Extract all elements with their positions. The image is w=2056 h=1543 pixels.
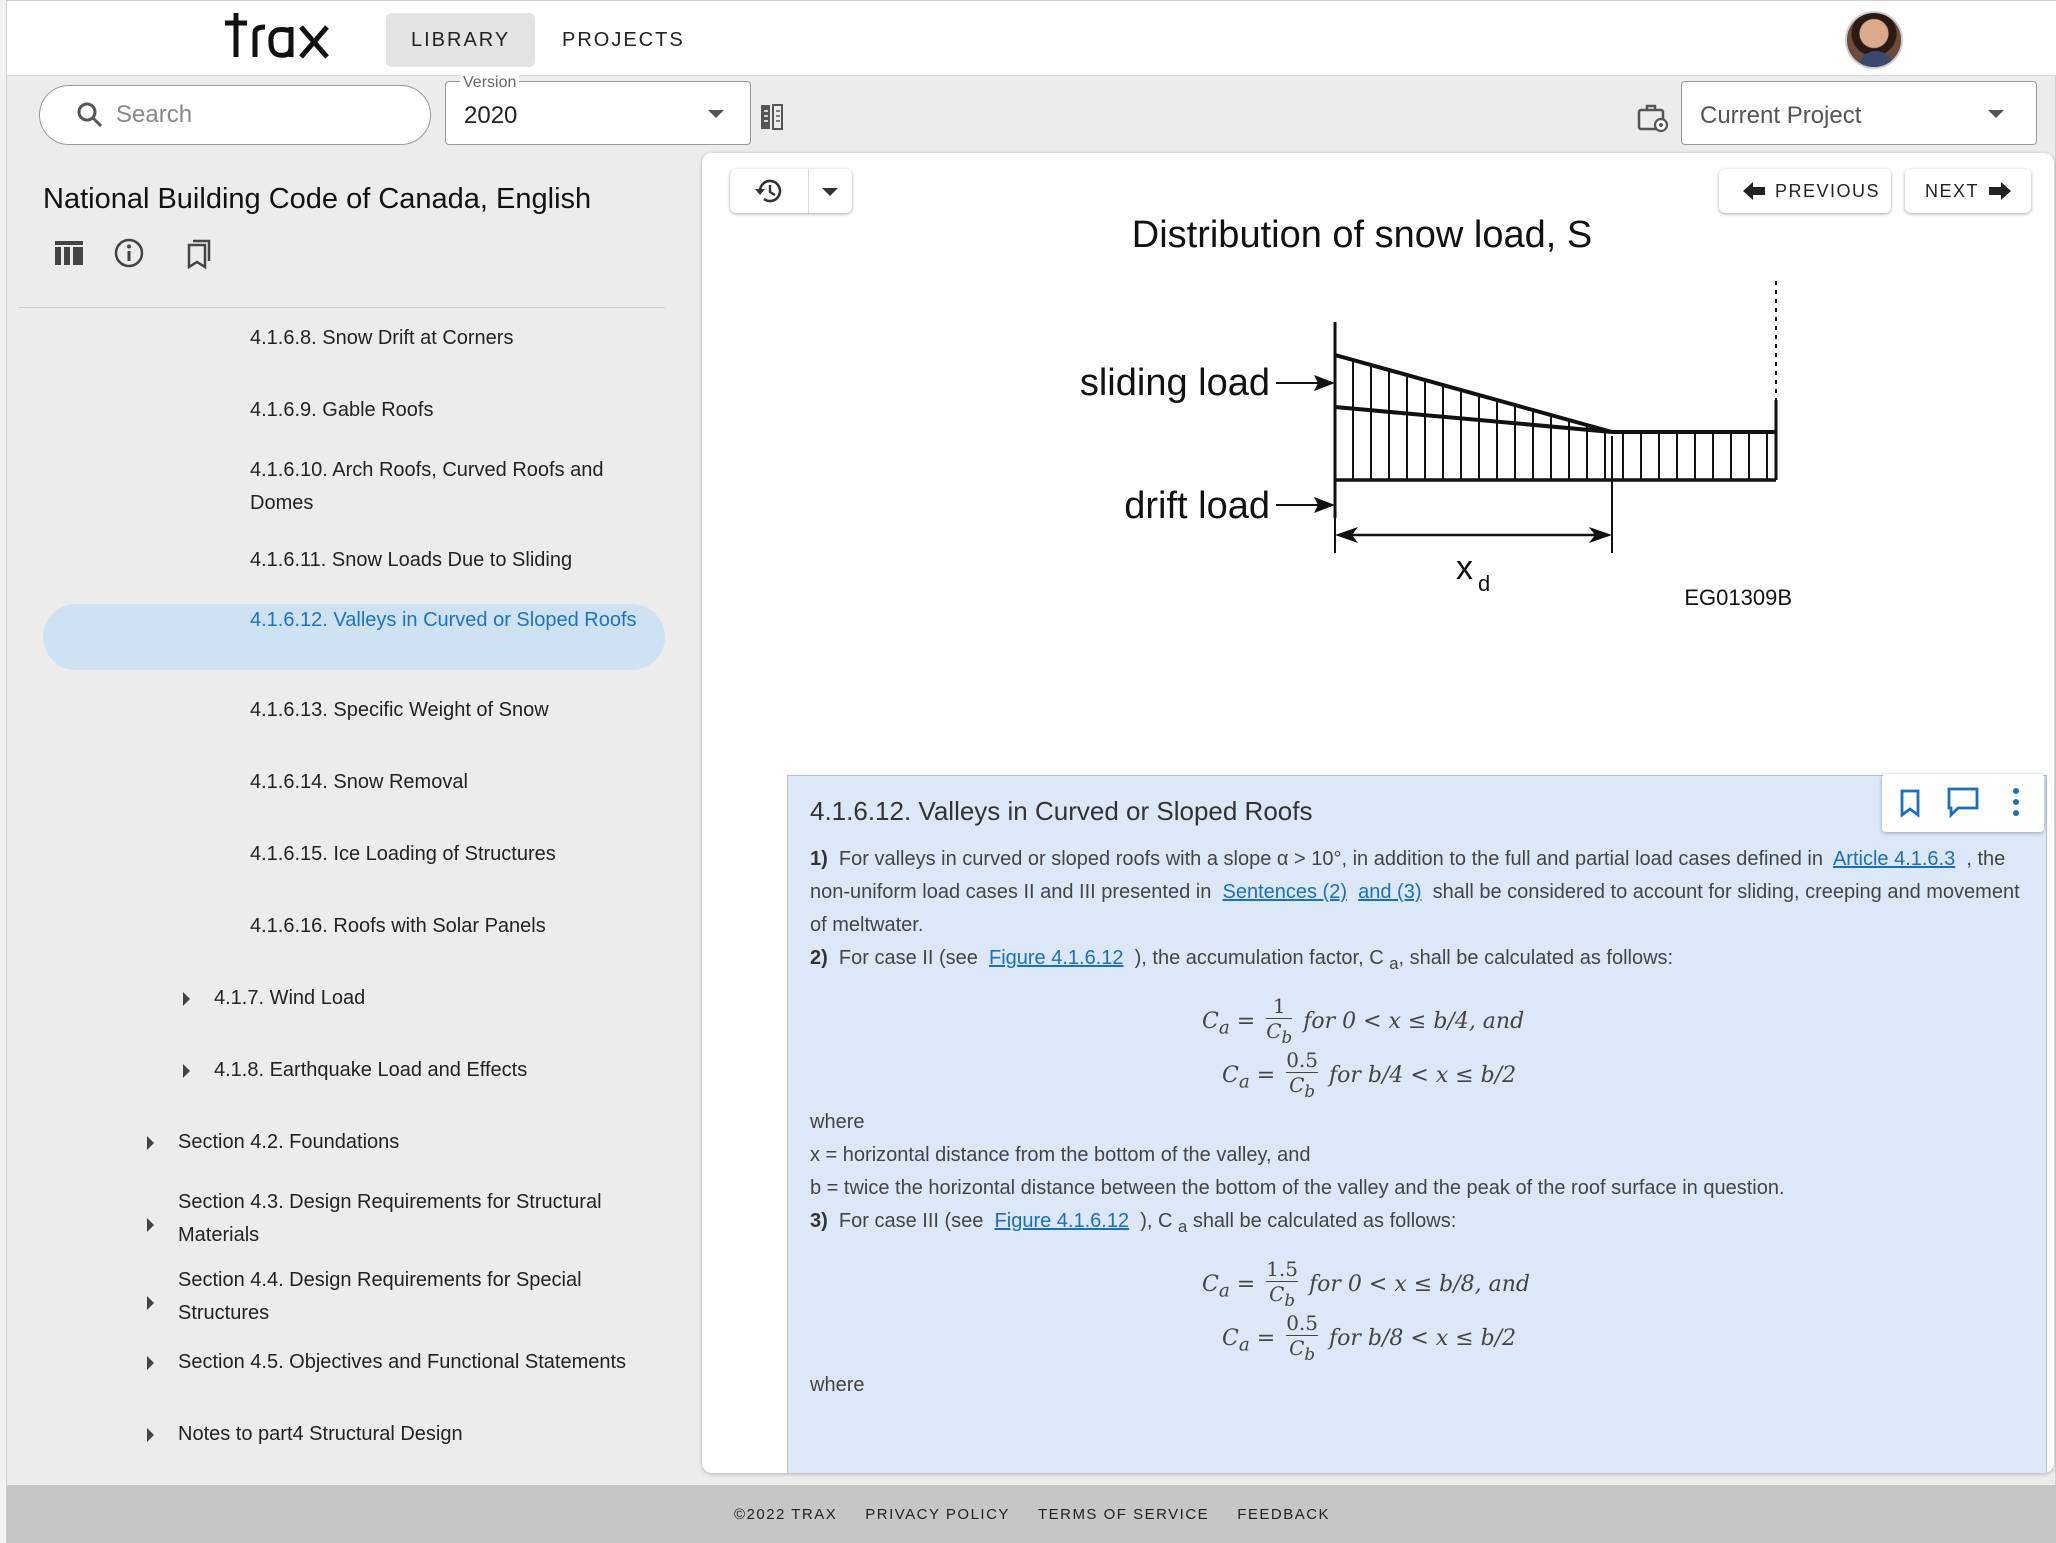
- equation-case-3: [810, 1251, 2024, 1364]
- next-label: NEXT: [1925, 180, 1980, 201]
- where-label: where: [810, 1374, 865, 1396]
- comment-icon[interactable]: [1946, 786, 1980, 818]
- terms-of-service-link[interactable]: TERMS OF SERVICE: [1037, 1505, 1210, 1523]
- toc-item[interactable]: Section 4.4. Design Requirements for Special Structures: [178, 1269, 582, 1324]
- sentence-text: , the non-uniform load cases II and III presented in: [810, 848, 2006, 903]
- previous-label: PREVIOUS: [1775, 180, 1881, 201]
- equation-line: $C_a$ = $\frac{0.5}{C_b}$ for b/8 < x ≤ b/2: [1222, 1311, 1516, 1367]
- expand-arrow-icon[interactable]: [147, 1136, 154, 1150]
- chevron-down-icon: [1988, 110, 2004, 118]
- equation-condition: for b/8 < x ≤ b/2: [1329, 1326, 1517, 1351]
- sentence-number: 2): [810, 947, 828, 969]
- figure-link[interactable]: Figure 4.1.6.12: [994, 1210, 1130, 1232]
- expand-arrow-icon[interactable]: [147, 1428, 154, 1442]
- app-window: [6, 0, 2056, 1543]
- toc-item[interactable]: Notes to part4 Structural Design: [178, 1423, 463, 1445]
- toc-item[interactable]: 4.1.6.9. Gable Roofs: [250, 399, 434, 421]
- toc-item[interactable]: 4.1.6.13. Specific Weight of Snow: [250, 699, 549, 721]
- next-button[interactable]: [1905, 169, 2031, 213]
- sentence-3: [810, 1205, 2024, 1243]
- history-button[interactable]: [730, 169, 852, 213]
- equation-condition: for 0 < x ≤ b/4, and: [1303, 1009, 1525, 1034]
- numerator: 1.5: [1266, 1257, 1299, 1281]
- equation-condition: for 0 < x ≤ b/8, and: [1309, 1272, 1531, 1297]
- project-value: Current Project: [1700, 102, 1862, 129]
- sentence-1: [810, 843, 2024, 942]
- snow-load-figure: [1032, 213, 1872, 653]
- toc-item[interactable]: 4.1.6.10. Arch Roofs, Curved Roofs and Domes: [250, 459, 604, 514]
- equation-line: $C_a$ = $\frac{1.5}{C_b}$ for 0 < x ≤ b/8, and: [1202, 1257, 1530, 1313]
- subscript: a: [1389, 954, 1399, 973]
- figure-title: Distribution of snow load, S: [1131, 214, 1593, 256]
- feedback-link[interactable]: FEEDBACK: [1237, 1505, 1331, 1523]
- sentence-text: , shall be calculated as follows:: [1398, 947, 1674, 969]
- toc-item[interactable]: 4.1.6.8. Snow Drift at Corners: [250, 327, 514, 349]
- info-icon[interactable]: [113, 237, 145, 269]
- toc-item[interactable]: Section 4.5. Objectives and Functional Statements: [178, 1351, 627, 1373]
- sentence-2: [810, 942, 2024, 980]
- definition-b: b = twice the horizontal distance between the bottom of the valley and the peak of the roof surface in question.: [810, 1177, 1785, 1199]
- toc-item[interactable]: Section 4.2. Foundations: [178, 1131, 400, 1153]
- trax-logo[interactable]: [219, 9, 339, 65]
- privacy-policy-link[interactable]: PRIVACY POLICY: [865, 1505, 1010, 1523]
- search-icon: [76, 101, 104, 129]
- table-of-contents: [7, 311, 675, 1461]
- subscript: a: [1177, 1217, 1188, 1236]
- version-value: 2020: [464, 102, 518, 129]
- where-label: where: [810, 1111, 865, 1133]
- numerator: 1: [1272, 994, 1286, 1018]
- expand-arrow-icon[interactable]: [147, 1218, 154, 1232]
- button-separator: [808, 169, 809, 213]
- toc-item[interactable]: 4.1.6.15. Ice Loading of Structures: [250, 843, 556, 865]
- version-select[interactable]: [445, 74, 751, 145]
- sentence-text: For case II (see: [838, 947, 978, 969]
- xd-subscript: d: [1478, 571, 1491, 596]
- sentence-text: For valleys in curved or sloped roofs with a slope α > 10°, in addition to the full and partial load cases defined in: [838, 848, 1823, 870]
- figure-link[interactable]: Figure 4.1.6.12: [988, 947, 1124, 969]
- project-select[interactable]: [1681, 81, 2037, 145]
- history-icon: [752, 177, 784, 205]
- bookmark-icon[interactable]: [1898, 788, 1922, 818]
- definition-x: x = horizontal distance from the bottom of the valley, and: [810, 1144, 1311, 1166]
- sentence-text: ), the accumulation factor, C: [1134, 947, 1384, 969]
- toc-item-active[interactable]: 4.1.6.12. Valleys in Curved or Sloped Roofs: [250, 609, 637, 631]
- numerator: 0.5: [1286, 1311, 1319, 1335]
- sentence-link[interactable]: Sentences (2): [1222, 881, 1347, 903]
- figure-code: EG01309B: [1684, 585, 1792, 610]
- toc-item[interactable]: 4.1.6.14. Snow Removal: [250, 771, 468, 793]
- equation-line: $C_a$ = $\frac{1}{C_b}$ for 0 < x ≤ b/4, and: [1202, 994, 1524, 1050]
- sentence-text: ), C: [1140, 1210, 1173, 1232]
- document-title: National Building Code of Canada, English: [43, 183, 592, 215]
- numerator: 0.5: [1286, 1048, 1319, 1072]
- article-toolbar: [1882, 774, 2044, 832]
- equation-case-2: [810, 988, 2024, 1101]
- article-title: 4.1.6.12. Valleys in Curved or Sloped Roofs: [810, 796, 1313, 826]
- sentence-text: For case III (see: [838, 1210, 984, 1232]
- nav-projects-tab[interactable]: PROJECTS: [562, 28, 685, 51]
- chevron-down-icon: [708, 110, 724, 118]
- nav-library-tab[interactable]: LIBRARY: [386, 13, 535, 67]
- expand-arrow-icon[interactable]: [183, 1064, 190, 1078]
- search-input[interactable]: [116, 101, 416, 129]
- content-panel: [702, 153, 2054, 1473]
- expand-arrow-icon[interactable]: [147, 1356, 154, 1370]
- toc-item[interactable]: 4.1.6.11. Snow Loads Due to Sliding: [250, 549, 573, 571]
- equation-line: $C_a$ = $\frac{0.5}{C_b}$ for b/4 < x ≤ b/2: [1222, 1048, 1516, 1104]
- xd-label: x: [1456, 549, 1473, 587]
- user-avatar[interactable]: [1845, 11, 1903, 69]
- toc-item[interactable]: 4.1.8. Earthquake Load and Effects: [214, 1059, 528, 1081]
- expand-arrow-icon[interactable]: [183, 992, 190, 1006]
- sentence-number: 3): [810, 1210, 828, 1232]
- sentence-text: shall be calculated as follows:: [1192, 1210, 1457, 1232]
- top-bar: [7, 1, 2056, 76]
- project-preview-icon[interactable]: [1637, 101, 1669, 133]
- more-options-icon[interactable]: [2010, 786, 2022, 818]
- footer: [7, 1485, 2056, 1543]
- sentence-text: shall be considered to account for sliding, creeping and movement of meltwater.: [810, 881, 2020, 936]
- library-columns-icon[interactable]: [53, 237, 85, 269]
- toc-item[interactable]: 4.1.6.16. Roofs with Solar Panels: [250, 915, 546, 937]
- equation-condition: for b/4 < x ≤ b/2: [1329, 1063, 1517, 1088]
- sentence-link[interactable]: and (3): [1358, 881, 1422, 903]
- sliding-load-label: sliding load: [1079, 362, 1270, 404]
- version-label: Version: [460, 74, 519, 92]
- expand-arrow-icon[interactable]: [147, 1296, 154, 1310]
- chevron-down-icon[interactable]: [822, 188, 838, 196]
- compare-versions-icon[interactable]: [759, 101, 785, 133]
- bookmarks-icon[interactable]: [183, 237, 215, 269]
- arrow-left-icon: [1741, 180, 1767, 202]
- toc-item[interactable]: Section 4.3. Design Requirements for Structural Materials: [178, 1191, 602, 1246]
- drift-load-label: drift load: [1124, 485, 1270, 527]
- search-box[interactable]: [39, 85, 431, 145]
- article-card: [787, 775, 2047, 1473]
- toc-item[interactable]: 4.1.7. Wind Load: [214, 987, 366, 1009]
- article-link[interactable]: Article 4.1.6.3: [1832, 848, 1956, 870]
- sidebar-divider: [19, 307, 665, 308]
- copyright-text: ©2022 TRAX: [733, 1505, 838, 1523]
- previous-button[interactable]: [1719, 169, 1891, 213]
- arrow-right-icon: [1987, 180, 2013, 202]
- sentence-number: 1): [810, 848, 828, 870]
